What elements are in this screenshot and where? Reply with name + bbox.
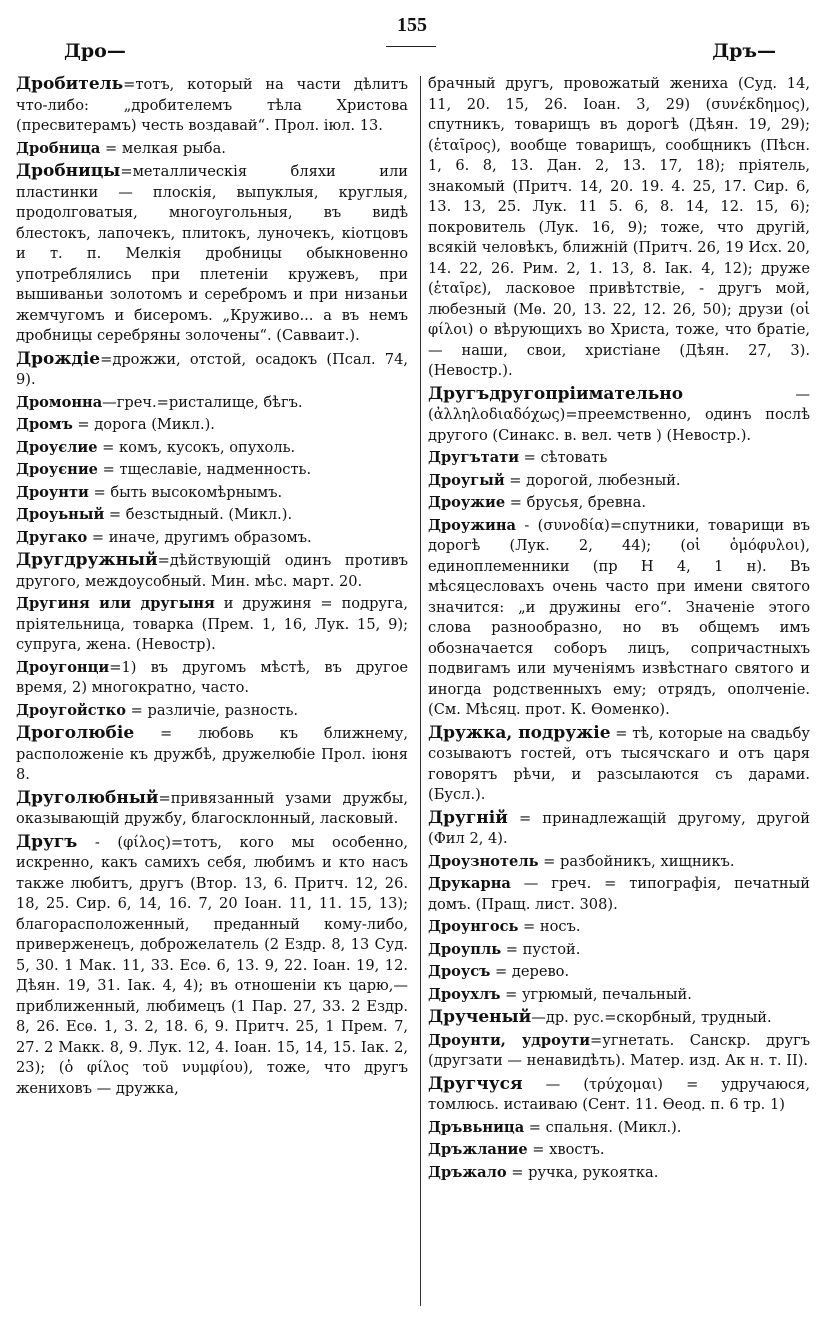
dictionary-entry: [428, 874, 810, 915]
dictionary-entry: [16, 788, 408, 830]
dictionary-entry: [428, 448, 810, 469]
entry-definition: = дорога (Микл.).: [72, 416, 215, 433]
entry-headword: Дромъ: [16, 416, 73, 433]
entry-definition: =1) въ другомъ мѣстѣ, въ другое время, 2) многократно, часто.: [16, 658, 408, 696]
page-number-rule: [386, 46, 436, 47]
entry-headword: Другътати: [428, 449, 520, 466]
entry-headword: Дроунти: [16, 483, 89, 501]
entry-definition: = тщеславіе, надменность.: [97, 461, 312, 478]
entry-headword: Дроупль: [428, 940, 502, 958]
entry-headword: Дробница: [16, 139, 101, 157]
entry-definition: = спальня. (Микл.).: [524, 1118, 682, 1136]
dictionary-entry: [428, 1031, 810, 1072]
dictionary-entry: [428, 1163, 810, 1184]
entry-headword: Дроусъ: [428, 963, 491, 980]
entry-headword: Дрождіе: [16, 348, 101, 369]
right-column: [428, 74, 810, 1319]
dictionary-entry: [16, 658, 408, 699]
entry-definition: =дрожжи, отстой, осадокъ (Псал. 74, 9).: [16, 350, 408, 388]
entry-definition: брачный другъ, провожатый жениха (Суд. 14, 11, 20. 15, 26. Іоан. 3, 29) (συνέκδημος), спутникъ, товарищъ въ дорогѣ (Дѣян. 19, 29); (ἑταῖρος), вообще товарищъ, сообщникъ (Пѣсн. 1, 6. 8, 13. Дан. 2, 13. 17, 18); пріятель, знакомый (Притч. 14, 20. 19. 4. 25, 17. Сир. 6, 13. 13, 25. Лук. 11 5. 6, 8. 14, 12. 15, 6); покровитель (Лук. 16, 9); тоже, что другій, всякій человѣкъ, ближній (Притч. 26, 19 Исх. 20, 14. 22, 26. Рим. 2, 1. 13, 8. Іак. 4, 12); друже (ἑταῖρε), ласковое привѣтствіе, - другъ мой, любезный (Мѳ. 20, 13. 22, 12. 26, 50); друзи (οἱ φίλοι) о вѣрующихъ во Христа, тоже, что братіе, — наши, свои, христіане (Дѣян. 27, 3). (Невостр.).: [428, 75, 810, 379]
entry-headword: Дроужина: [428, 516, 516, 534]
dictionary-entry: [16, 723, 408, 786]
dictionary-entry: [16, 460, 408, 481]
entry-headword: Дроугонци: [16, 658, 110, 676]
dictionary-entry: [428, 516, 810, 721]
entry-headword: Дромонна: [16, 393, 103, 411]
entry-headword: Друкарна: [428, 875, 511, 892]
dictionary-entry: [16, 438, 408, 459]
dictionary-entry: [428, 74, 810, 382]
dictionary-entry: [16, 483, 408, 504]
entry-headword: Дроугойстко: [16, 701, 126, 719]
entry-headword: Дроголюбіе: [16, 723, 135, 743]
entry-definition: = разбойникъ, хищникъ.: [538, 852, 735, 870]
entry-definition: = носъ.: [518, 918, 581, 935]
entry-definition: — (ἀλληλοδιαδόχως)=преемственно, одинъ послѣ другого (Синакс. в. вел. четв ) (Невостр.).: [428, 385, 810, 444]
entry-headword: Дроунгось: [428, 918, 519, 935]
entry-headword: Другъдругопріимательно: [428, 383, 684, 404]
entry-headword: Дроужие: [428, 494, 506, 511]
dictionary-entry: [16, 832, 408, 1100]
entry-definition: — (τρύχομαι) = удручаюся, томлюсь. истаиваю (Сент. 11. Ѳеод. п. 6 тр. 1): [428, 1075, 810, 1113]
dictionary-entry: [16, 349, 408, 391]
entry-definition: —др. рус.=скорбный, трудный.: [531, 1009, 772, 1026]
entry-definition: = тѣ, которые на свадьбу созываютъ гостей, отъ тысячскаго и отъ царя говорятъ рѣчи, и разсылаются съ дарами. (Бусл.).: [428, 724, 810, 803]
entry-definition: =привязанный узами дружбы, оказывающій дружбу, благосклонный, ласковый.: [16, 789, 408, 827]
dictionary-entry: [428, 1074, 810, 1116]
entry-headword: Дръвьница: [428, 1118, 525, 1136]
entry-definition: —греч.=ристалище, бѣгъ.: [102, 393, 303, 411]
dictionary-entry: [428, 808, 810, 850]
dictionary-entry: [428, 852, 810, 873]
dictionary-entry: [428, 723, 810, 806]
entry-headword: Другдружный: [16, 550, 158, 570]
entry-definition: = дерево.: [490, 963, 570, 980]
entry-definition: =дѣйствующій одинъ противъ другого, междоусобный. Мин. мѣс. март. 20.: [16, 552, 408, 590]
entry-headword: Другъ: [16, 831, 78, 852]
dictionary-entry: [16, 161, 408, 347]
entry-definition: = пустой.: [501, 940, 581, 958]
dictionary-entry: [16, 74, 408, 137]
running-head-left: Дро—: [64, 40, 126, 62]
entry-headword: Другній: [428, 807, 508, 828]
entry-headword: Дроузнотель: [428, 852, 539, 870]
dictionary-entry: [428, 1140, 810, 1161]
entry-headword: Другако: [16, 528, 88, 546]
dictionary-entry: [428, 962, 810, 983]
entry-headword: Дроуьный: [16, 506, 105, 523]
entry-headword: Дроуєние: [16, 461, 98, 478]
dictionary-entry: [16, 139, 408, 160]
dictionary-entry: [16, 505, 408, 526]
left-column: [16, 74, 408, 1319]
dictionary-entry: [428, 471, 810, 492]
dictionary-entry: [428, 1007, 810, 1029]
dictionary-entry: [428, 985, 810, 1006]
entry-definition: = иначе, другимъ образомъ.: [87, 528, 312, 546]
entry-headword: Дружка, подружіе: [428, 722, 611, 743]
entry-definition: = ручка, рукоятка.: [506, 1163, 659, 1181]
entry-headword: Дроуєлие: [16, 438, 98, 456]
entry-definition: = принадлежащій другому, другой (Фил 2, 4).: [428, 809, 810, 847]
dictionary-entry: [16, 415, 408, 436]
entry-headword: Дроухлъ: [428, 985, 501, 1003]
entry-headword: Друголюбный: [16, 787, 159, 808]
dictionary-entry: [428, 384, 810, 447]
dictionary-entry: [16, 594, 408, 656]
entry-definition: = безстыдный. (Микл.).: [104, 506, 293, 523]
entry-definition: =угнетать. Санскр. другъ (другзати — ненавидѣть). Матер. изд. Ак н. т. II).: [428, 1031, 810, 1069]
dictionary-entry: [428, 1118, 810, 1139]
dictionary-entry: [428, 917, 810, 938]
column-divider: [420, 76, 421, 1306]
entry-definition: = быть высокомѣрнымъ.: [88, 483, 283, 501]
dictionary-entry: [16, 528, 408, 549]
entry-headword: Дробницы: [16, 161, 121, 181]
running-head-right: Дръ—: [712, 40, 776, 62]
dictionary-entry: [428, 940, 810, 961]
entry-definition: = любовь къ ближнему, расположеніе къ дружбѣ, дружелюбіе Прол. іюня 8.: [16, 725, 408, 783]
entry-headword: Дръжало: [428, 1163, 507, 1181]
dictionary-entry: [16, 550, 408, 592]
entry-definition: = брусья, бревна.: [505, 494, 646, 511]
entry-headword: Другчуся: [428, 1073, 523, 1094]
dictionary-entry: [16, 393, 408, 414]
entry-headword: Друченый: [428, 1007, 532, 1027]
entry-definition: =металлическія бляхи или пластинки — плоскія, выпуклыя, круглыя, продолговатыя, многоугольныя, въ видѣ блестокъ, лапочекъ, плитокъ, луночекъ, кіотцовъ и т. п. Мелкія дробницы обыкновенно употреблялись при плетеніи кружевъ, при вышиваньи золотомъ и серебромъ и при низаньи жемчугомъ и бисеромъ. „Круживо... а въ немъ дробницы серебряны золочены“. (Савваит.).: [16, 163, 408, 344]
entry-definition: = хвостъ.: [527, 1141, 605, 1158]
entry-definition: =тотъ, который на части дѣлитъ что-либо: „дробителемъ тѣла Христова (пресвитерамъ) честь воздавай“. Прол. іюл. 13.: [16, 76, 408, 134]
entry-headword: Дроугый: [428, 471, 505, 489]
entry-headword: Дръжлание: [428, 1141, 528, 1158]
entry-definition: - (φίλος)=тотъ, кого мы особенно, искренно, какъ самихъ себя, любимъ и кто насъ также любитъ, другъ (Втор. 13, 6. Притч. 12, 26. 18, 25. Сир. 6, 14, 16. 7, 20 Іоан. 11, 11. 15, 13); благорасположенный, преданный кому-либо, приверженецъ, доброжелатель (2 Ездр. 8, 13 Суд. 5, 30. 1 Мак. 11, 33. Есѳ. 6, 13. 9, 22. Іоан. 19, 12. Дѣян. 19, 31. Іак. 4, 4); въ отношеніи къ царю,— приближенный, любимецъ (1 Пар. 27, 33. 2 Ездр. 8, 26. Есѳ. 1, 3. 2, 18. 6, 9. Притч. 25, 1 Прем. 7, 27. 2 Макк. 8, 9. Лук. 12, 4. Іоан. 15, 14, 15. Іак. 2, 23); (ὁ φίλος τοῦ νυμφίου), тоже, что другъ жениховъ — дружка,: [16, 833, 408, 1097]
entry-definition: = комъ, кусокъ, опухоль.: [97, 438, 296, 456]
entry-definition: = различіе, разность.: [125, 701, 299, 719]
entry-definition: = сѣтовать: [519, 449, 608, 466]
dictionary-entry: [16, 701, 408, 722]
entry-headword: Дроунти, удроути: [428, 1031, 591, 1049]
entry-definition: = дорогой, любезный.: [504, 471, 681, 489]
dictionary-entry: [428, 493, 810, 514]
entry-definition: — греч. = типографія, печатный домъ. (Пращ. лист. 308).: [428, 875, 810, 913]
page-number: 155: [397, 14, 427, 36]
entry-headword: Дробитель: [16, 74, 124, 94]
entry-definition: = мелкая рыба.: [100, 139, 226, 157]
entry-definition: - (συνοδία)=спутники, товарищи въ дорогѣ (Лук. 2, 44); (οἱ ὁμόφυλοι), единоплеменники (пр Н 4, 1 н). Въ мѣсяцесловахъ очень часто при имени святого значится: „и дружины его“. Значеніе этого слова разнообразно, но въ общемъ имъ обозначается соборъ лицъ, сопричастныхъ подвигамъ или мученіямъ извѣстнаго святого и иногда родственныхъ ему; отрядъ, ополченіе. (См. Мѣсяц. прот. К. Ѳоменко).: [428, 516, 810, 718]
entry-definition: = угрюмый, печальный.: [500, 985, 692, 1003]
entry-definition: и дружиня = подруга, пріятельница, товарка (Прем. 1, 16, Лук. 15, 9); супруга, жена. (Невостр).: [16, 595, 408, 653]
entry-headword: Другиня или другыня: [16, 595, 215, 612]
